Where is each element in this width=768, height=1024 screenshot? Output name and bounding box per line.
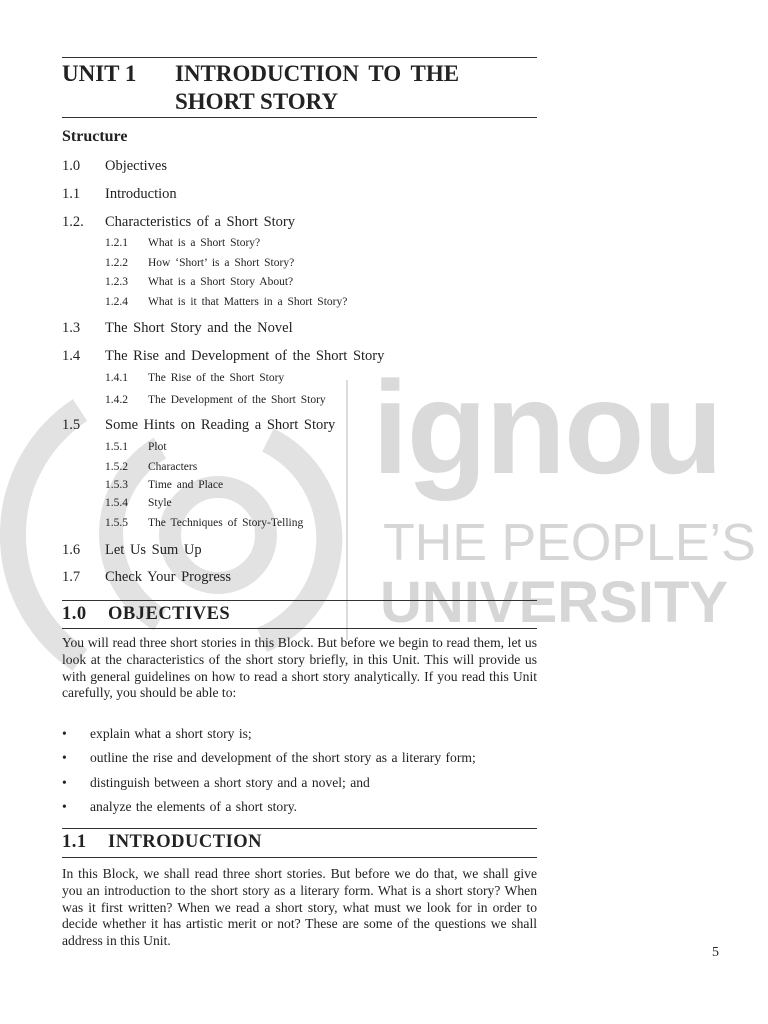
title-bottom-rule [62, 117, 537, 118]
watermark-brand: ignou [372, 354, 722, 501]
objectives-bottom-rule [62, 628, 537, 629]
watermark-line2: UNIVERSITY [380, 570, 729, 635]
page-number: 5 [712, 945, 719, 960]
introduction-bottom-rule [62, 857, 537, 858]
objectives-top-rule [62, 600, 537, 601]
unit-title-line2: SHORT STORY [175, 89, 339, 114]
unit-title-line1: INTRODUCTION TO THE [175, 61, 460, 86]
watermark-line1: THE PEOPLE’S [383, 514, 756, 572]
introduction-top-rule [62, 828, 537, 829]
introduction-text: In this Block, we shall read three short stories. But before we do that, we shall give you an introduction to the short story as a literary form. What is a short story? When was it first written? When we read a short story, what must we look for in order to decide whether it has artistic merit or not? These are some of the questions we shall address in this Unit. [62, 866, 537, 949]
structure-heading: Structure [62, 128, 128, 145]
objectives-intro: You will read three short stories in this Block. But before we begin to read them, let us look at the characteristics of the short story briefly, in this Unit. This will provide us with general guidelines on how to read a short story analytically. If you read this Unit carefully, you should be able to: [62, 635, 537, 701]
unit-number: UNIT 1 [62, 61, 137, 86]
title-top-rule [62, 57, 537, 58]
